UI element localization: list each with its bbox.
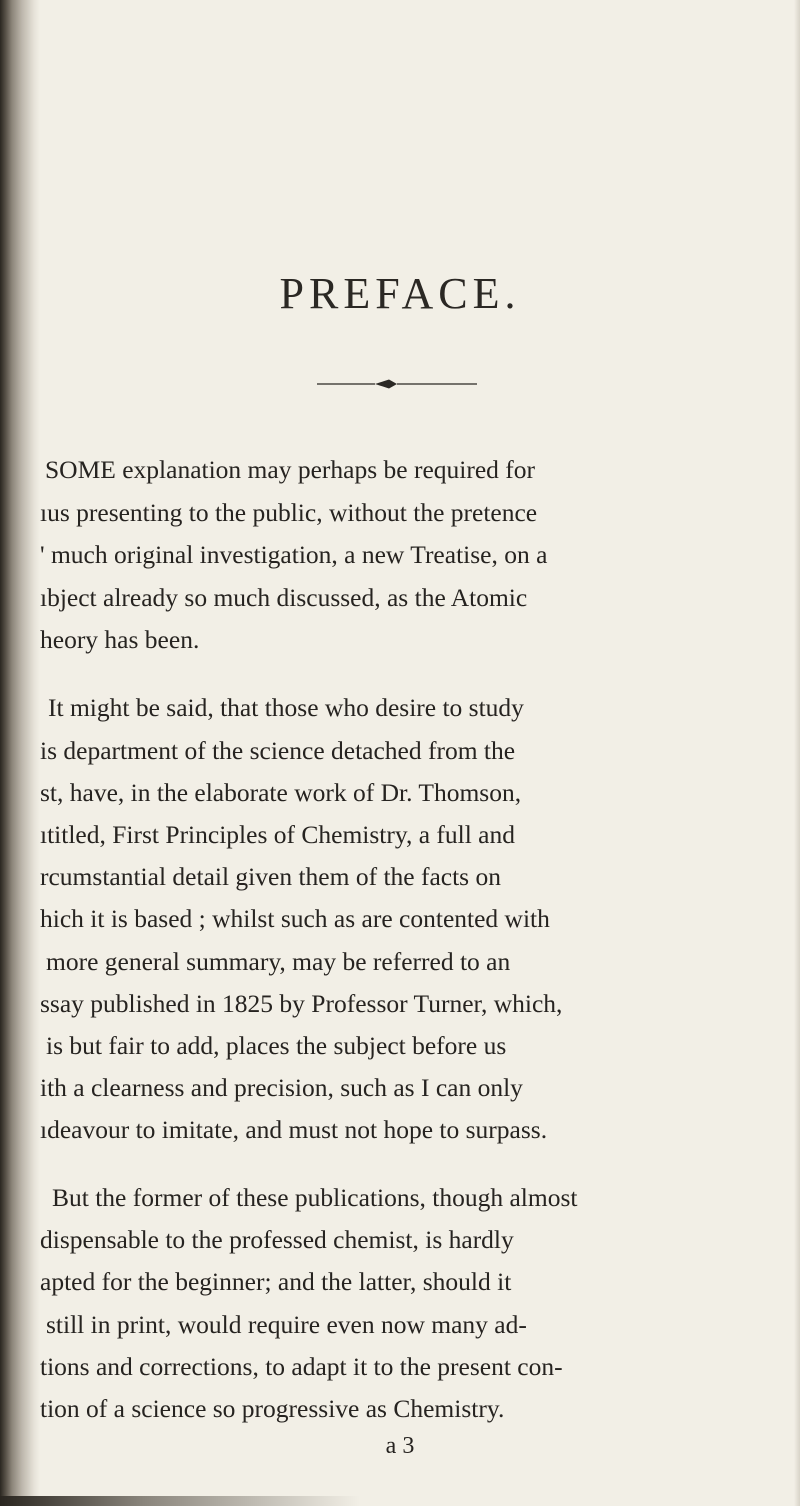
text-line: ıdeavour to imitate, and must not hope to surpass. (40, 1115, 548, 1144)
text-line: apted for the beginner; and the latter, should it (40, 1267, 512, 1296)
text-line: dispensable to the professed chemist, is hardly (40, 1225, 514, 1254)
text-line: is but fair to add, places the subject before us (46, 1031, 507, 1060)
page-title: PREFACE. (279, 269, 521, 318)
text-line: ' much original investigation, a new Treatise, on a (40, 540, 548, 569)
divider-ornament-icon (317, 378, 477, 390)
binding-shadow (0, 1496, 360, 1506)
text-line: ith a clearness and precision, such as I can only (40, 1073, 523, 1102)
text-line: ıbject already so much discussed, as the Atomic (40, 583, 528, 612)
text-line: It might be said, that those who desire to study (48, 693, 524, 722)
text-line: ıtitled, First Principles of Chemistry, a full and (40, 820, 515, 849)
text-line: more general summary, may be referred to an (46, 947, 511, 976)
text-line: hich it is based ; whilst such as are contented with (40, 904, 550, 933)
text-line: But the former of these publications, though almost (52, 1183, 578, 1212)
text-line: ssay published in 1825 by Professor Turner, which, (40, 989, 563, 1018)
text-line: ıus presenting to the public, without the pretence (40, 498, 538, 527)
text-line: SOME explanation may perhaps be required for (45, 455, 536, 484)
signature-mark: a 3 (385, 1433, 415, 1459)
text-line: tions and corrections, to adapt it to the present con- (40, 1352, 563, 1381)
text-line: is department of the science detached from the (40, 736, 516, 765)
text-line: heory has been. (40, 625, 200, 654)
binding-gutter (0, 0, 40, 1506)
text-line: rcumstantial detail given them of the facts on (40, 862, 501, 891)
text-line: tion of a science so progressive as Chemistry. (40, 1394, 505, 1423)
text-line: still in print, would require even now many ad- (46, 1310, 527, 1339)
page-edge (794, 0, 800, 1506)
text-line: st, have, in the elaborate work of Dr. Thomson, (40, 778, 522, 807)
